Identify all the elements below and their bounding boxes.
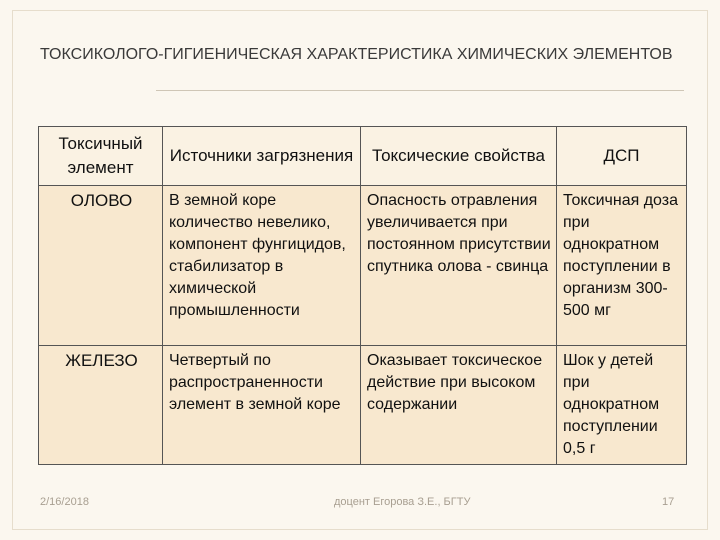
cell-element: ОЛОВО	[39, 186, 163, 346]
header-dsp: ДСП	[557, 127, 687, 186]
header-toxic-properties: Токсические свойства	[361, 127, 557, 186]
table-header-row	[39, 127, 687, 186]
footer-date: 2/16/2018	[40, 496, 89, 508]
table-row	[39, 346, 687, 465]
header-toxic-element: Токсичный элемент	[39, 127, 163, 186]
title-divider	[156, 90, 684, 91]
cell-sources: Четвертый по распространенности элемент в земной коре	[163, 346, 361, 465]
cell-dsp: Токсичная доза при однократном поступлении в организм 300-500 мг	[557, 186, 687, 346]
cell-sources: В земной коре количество невелико, компонент фунгицидов, стабилизатор в химической промышленности	[163, 186, 361, 346]
header-pollution-sources: Источники загрязнения	[163, 127, 361, 186]
footer-page-number: 17	[662, 496, 675, 508]
cell-dsp: Шок у детей при однократном поступлении 0,5 г	[557, 346, 687, 465]
cell-toxic-properties: Оказывает токсическое действие при высоком содержании	[361, 346, 557, 465]
footer-author: доцент Егорова З.Е., БГТУ	[334, 496, 471, 508]
toxicology-table	[38, 126, 687, 465]
cell-toxic-properties: Опасность отравления увеличивается при постоянном присутствии спутника олова - свинца	[361, 186, 557, 346]
slide-title: ТОКСИКОЛОГО-ГИГИЕНИЧЕСКАЯ ХАРАКТЕРИСТИКА ХИМИЧЕСКИХ ЭЛЕМЕНТОВ	[40, 46, 673, 63]
table-row	[39, 186, 687, 346]
cell-element: ЖЕЛЕЗО	[39, 346, 163, 465]
